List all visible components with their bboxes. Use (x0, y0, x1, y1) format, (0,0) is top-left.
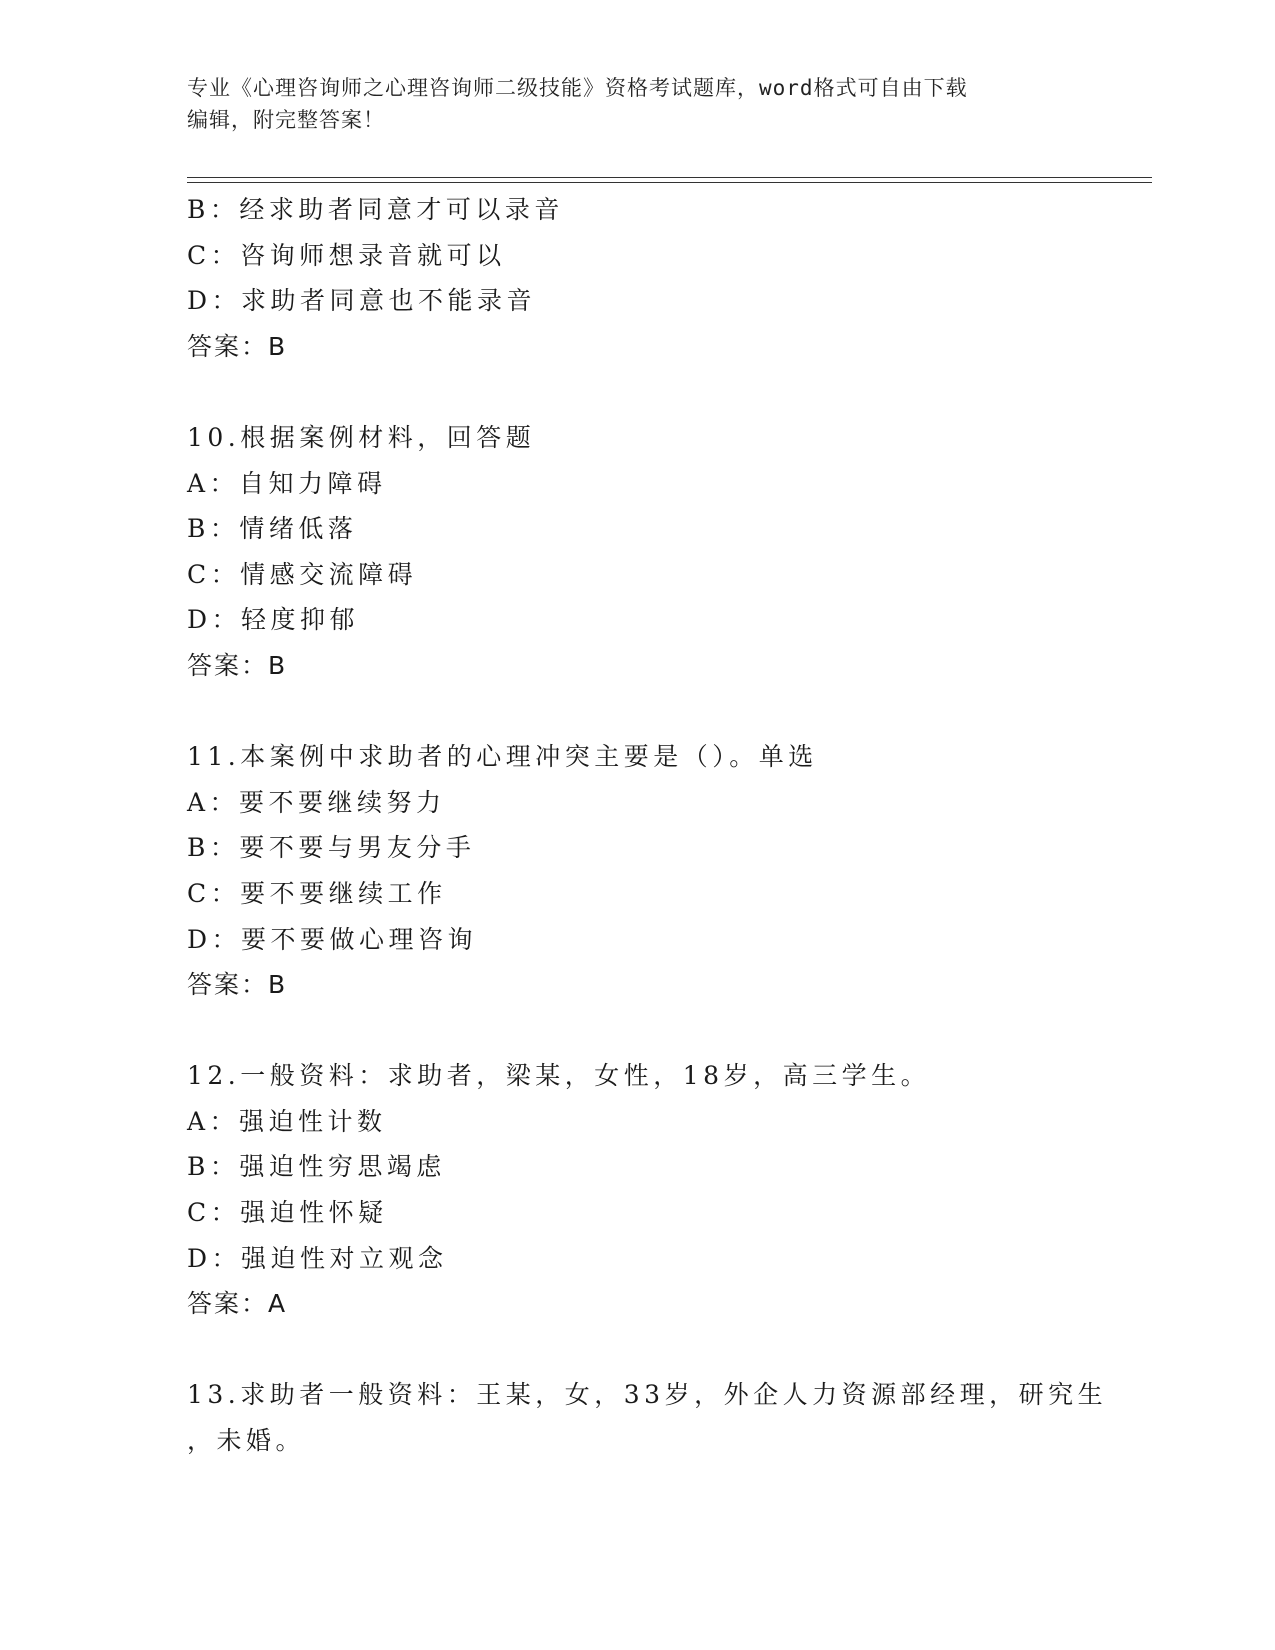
header-line-2: 编辑，附完整答案！ (187, 108, 385, 132)
option-text: C：强迫性怀疑 (187, 1198, 388, 1228)
option-text: B：情绪低落 (187, 514, 358, 544)
option-text: D：要不要做心理咨询 (187, 924, 478, 954)
answer-line: 答案：B (187, 331, 288, 361)
question-text: 13.求助者一般资料：王某，女，33岁，外企人力资源部经理，研究生 (187, 1380, 1108, 1410)
option-text: B：经求助者同意才可以录音 (187, 195, 564, 224)
option-text: D：求助者同意也不能录音 (187, 286, 537, 316)
section-spacer (187, 1008, 1137, 1054)
header-divider-top (187, 177, 1152, 178)
header-divider-bottom (187, 182, 1152, 183)
option-text: A：自知力障碍 (187, 468, 387, 498)
option-text: A：强迫性计数 (187, 1106, 387, 1136)
answer-line: 答案：A (187, 1289, 288, 1319)
option-text: A：要不要继续努力 (187, 787, 446, 817)
option-text: D：轻度抑郁 (187, 605, 360, 635)
option-text: C：情感交流障碍 (187, 559, 418, 589)
question-text: 10.根据案例材料，回答题 (187, 422, 536, 452)
section-spacer (187, 369, 1137, 415)
section-spacer (187, 689, 1137, 735)
question-text: 12.一般资料：求助者，梁某，女性，18岁，高三学生。 (187, 1061, 931, 1091)
question-text: 11.本案例中求助者的心理冲突主要是（）。单选 (187, 742, 818, 772)
option-text: B：要不要与男友分手 (187, 833, 476, 863)
question-list (187, 187, 1137, 1464)
option-text: B：强迫性穷思竭虑 (187, 1152, 446, 1182)
answer-line: 答案：B (187, 970, 288, 1000)
section-spacer (187, 1327, 1137, 1373)
header-line-1: 专业《心理咨询师之心理咨询师二级技能》资格考试题库，word格式可自由下载 (187, 76, 968, 100)
document-header (187, 72, 1087, 136)
answer-line: 答案：B (187, 650, 288, 680)
question-text: ，未婚。 (187, 1426, 306, 1456)
option-text: C：咨询师想录音就可以 (187, 240, 506, 270)
option-text: D：强迫性对立观念 (187, 1243, 448, 1273)
option-text: C：要不要继续工作 (187, 878, 447, 908)
